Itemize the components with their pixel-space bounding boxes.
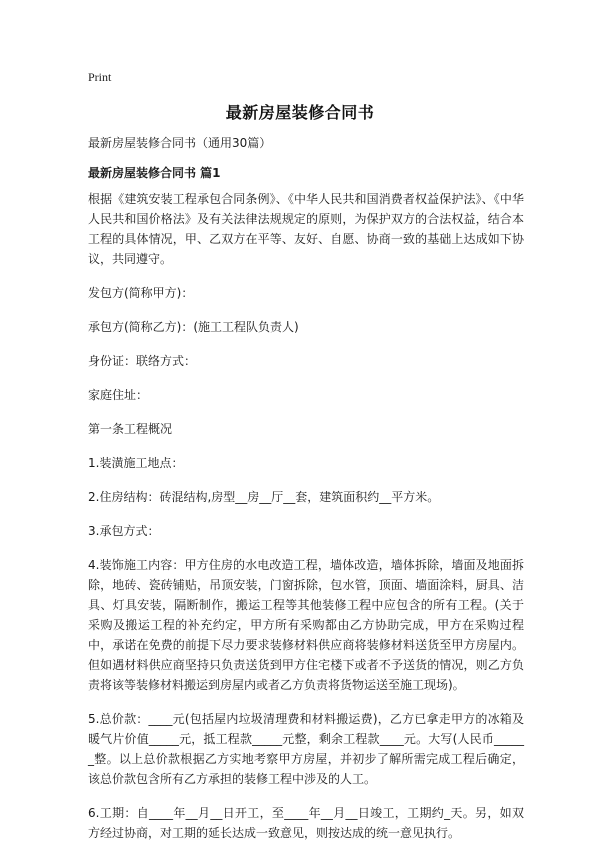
- document-body: [88, 133, 524, 857]
- paragraph-item-4: 4.装饰施工内容：甲方住房的水电改造工程，墙体改造，墙体拆除，墙面及地面拆除，地砖、瓷砖铺贴，吊顶安装，门窗拆除，包水管，顶面、墙面涂料，厨具、洁具、灯具安装，隔断制作，搬运工程等其他装修工程中应包含的所有工程。(关于采购及搬运工程的补充约定，甲方所有采购都由乙方协助完成，甲方在采购过程中，承诺在免费的前提下尽力要求装修材料供应商将装修材料送货至甲方房屋内。但如遇材料供应商坚持只负责送货到甲方住宅楼下或者不予送货的情况，则乙方负责将该等装修材料搬运到房屋内或者乙方负责将货物运送至施工现场)。: [88, 558, 524, 692]
- document-subtitle: 最新房屋装修合同书（通用30篇）: [88, 136, 272, 150]
- document-title: 最新房屋装修合同书: [225, 103, 375, 122]
- paragraph-section-heading: 第一条工程概况: [88, 422, 173, 436]
- paragraph-item-6: 6.工期：自____年__月__日开工，至____年__月__日竣工，工期约_天。另，如双方经过协商，对工期的延长达成一致意见，则按达成的统一意见执行。: [88, 806, 524, 840]
- article-heading: 最新房屋装修合同书 篇1: [88, 166, 221, 180]
- paragraph-item-3: 3.承包方式：: [88, 524, 160, 538]
- paragraph-preamble: 根据《建筑安装工程承包合同条例》、《中华人民共和国消费者权益保护法》、《中华人民共和国价格法》及有关法律法规规定的原则，为保护双方的合法权益，结合本工程的具体情况，甲、乙双方在平等、友好、自愿、协商一致的基础上达成如下协议，共同遵守。: [88, 192, 524, 266]
- print-label: Print: [88, 70, 112, 84]
- paragraph-party-b: 承包方(简称乙方)：(施工工程队负责人): [88, 320, 299, 334]
- paragraph-item-5: 5.总价款：____元(包括屋内垃圾清理费和材料搬运费)，乙方已拿走甲方的冰箱及暖气片价值_____元，抵工程款_____元整，剩余工程款____元。大写(人民币______整。以上总价款根据乙方实地考察甲方房屋，并初步了解所需完成工程后确定，该总价款包含所有乙方承担的装修工程中涉及的人工。: [88, 712, 524, 786]
- paragraph-item-1: 1.装潢施工地点：: [88, 456, 184, 470]
- paragraph-item-2: 2.住房结构：砖混结构,房型__房__厅__套，建筑面积约__平方米。: [88, 490, 440, 504]
- paragraph-party-a: 发包方(简称甲方)：: [88, 286, 194, 300]
- paragraph-address: 家庭住址：: [88, 388, 149, 402]
- paragraph-id-contact: 身份证：联络方式：: [88, 354, 197, 368]
